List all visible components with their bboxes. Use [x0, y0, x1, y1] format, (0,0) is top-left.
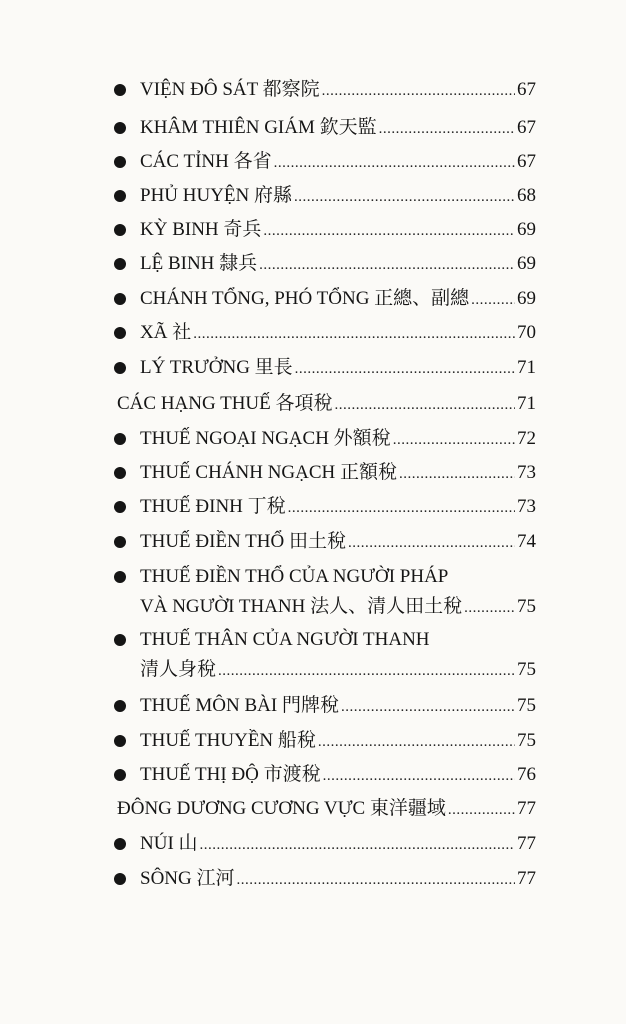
dot-leader	[322, 79, 515, 103]
dot-leader	[341, 695, 515, 719]
toc-entry-title-line-2: 清人身稅	[140, 659, 217, 680]
bullet-icon	[114, 838, 126, 850]
dot-leader	[399, 462, 515, 486]
toc-entry-title: THUẾ NGOẠI NGẠCH 外額稅	[140, 428, 391, 449]
bullet-icon	[114, 362, 126, 374]
dot-leader	[263, 219, 515, 243]
toc-page-number: 69	[517, 219, 536, 240]
toc-page-number: 72	[517, 428, 536, 449]
dot-leader	[259, 253, 515, 277]
toc-page-number: 74	[517, 531, 536, 552]
dot-leader	[448, 798, 515, 822]
dot-leader	[464, 596, 515, 620]
toc-entry-title: THUẾ THỊ ĐỘ 市渡稅	[140, 764, 321, 785]
bullet-icon	[114, 735, 126, 747]
bullet-icon	[114, 769, 126, 781]
toc-entry-title: KỲ BINH 奇兵	[140, 219, 262, 240]
toc-entry-title: SÔNG 江河	[140, 868, 235, 889]
toc-entry-title: ĐÔNG DƯƠNG CƯƠNG VỰC 東洋疆域	[117, 798, 446, 819]
bullet-icon	[114, 224, 126, 236]
toc-page-number: 67	[517, 117, 536, 138]
toc-page-number: 73	[517, 496, 536, 517]
toc-page-number: 70	[517, 322, 536, 343]
bullet-icon	[114, 467, 126, 479]
bullet-icon	[114, 873, 126, 885]
bullet-icon	[114, 156, 126, 168]
bullet-icon	[114, 700, 126, 712]
dot-leader	[323, 764, 515, 788]
toc-entry-title: CHÁNH TỔNG, PHÓ TỔNG 正總、副總	[140, 288, 470, 309]
bullet-icon	[114, 501, 126, 513]
toc-page-number: 77	[517, 868, 536, 889]
toc-page-number: 75	[517, 695, 536, 716]
toc-entry-title: LÝ TRƯỞNG 里長	[140, 357, 293, 378]
bullet-icon	[114, 327, 126, 339]
toc-entry-title: LỆ BINH 隸兵	[140, 253, 258, 274]
toc-entry-title: THUẾ ĐINH 丁稅	[140, 496, 286, 517]
dot-leader	[393, 428, 515, 452]
toc-page-number: 67	[517, 79, 536, 100]
dot-leader	[193, 322, 515, 346]
toc-entry-title-line-1: THUẾ ĐIỀN THỔ CỦA NGƯỜI PHÁP	[140, 566, 449, 587]
bullet-icon	[114, 84, 126, 96]
dot-leader	[335, 393, 515, 417]
bullet-icon	[114, 293, 126, 305]
toc-entry-title-line-1: THUẾ THÂN CỦA NGƯỜI THANH	[140, 629, 430, 650]
dot-leader	[295, 357, 515, 381]
toc-page-number: 75	[517, 730, 536, 751]
toc-page-number: 77	[517, 833, 536, 854]
dot-leader	[288, 496, 515, 520]
toc-entry-title-line-2: VÀ NGƯỜI THANH 法人、清人田土稅	[140, 596, 463, 617]
dot-leader	[379, 117, 515, 141]
toc-page-number: 75	[517, 659, 536, 680]
toc-page-number: 67	[517, 151, 536, 172]
bullet-icon	[114, 433, 126, 445]
toc-entry-title: THUẾ THUYỀN 船稅	[140, 730, 316, 751]
bullet-icon	[114, 571, 126, 583]
dot-leader	[200, 833, 515, 857]
toc-entry-title: VIỆN ĐÔ SÁT 都察院	[140, 79, 320, 100]
toc-entry-title: THUẾ MÔN BÀI 門牌稅	[140, 695, 339, 716]
toc-entry-title: THUẾ ĐIỀN THỔ 田土稅	[140, 531, 346, 552]
toc-page-number: 69	[517, 253, 536, 274]
toc-page-number: 77	[517, 798, 536, 819]
toc-entry-title: KHÂM THIÊN GIÁM 欽天監	[140, 117, 377, 138]
dot-leader	[471, 288, 515, 312]
toc-page-number: 71	[517, 393, 536, 414]
toc-page-number: 68	[517, 185, 536, 206]
bullet-icon	[114, 122, 126, 134]
dot-leader	[274, 151, 515, 175]
dot-leader	[318, 730, 515, 754]
bullet-icon	[114, 190, 126, 202]
toc-page-number: 75	[517, 596, 536, 617]
toc-entry-title: CÁC HẠNG THUẾ 各項稅	[117, 393, 333, 414]
toc-entry-title: NÚI 山	[140, 833, 198, 854]
toc-entry-title: XÃ 社	[140, 322, 192, 343]
toc-entry-title: CÁC TỈNH 各省	[140, 151, 272, 172]
dot-leader	[218, 659, 515, 683]
dot-leader	[348, 531, 515, 555]
toc-page-number: 71	[517, 357, 536, 378]
toc-page-number: 69	[517, 288, 536, 309]
dot-leader	[294, 185, 515, 209]
dot-leader	[236, 868, 515, 892]
bullet-icon	[114, 536, 126, 548]
toc-page-number: 76	[517, 764, 536, 785]
toc-entry-title: THUẾ CHÁNH NGẠCH 正額稅	[140, 462, 398, 483]
toc-entry-title: PHỦ HUYỆN 府縣	[140, 185, 293, 206]
bullet-icon	[114, 634, 126, 646]
toc-page-number: 73	[517, 462, 536, 483]
bullet-icon	[114, 258, 126, 270]
